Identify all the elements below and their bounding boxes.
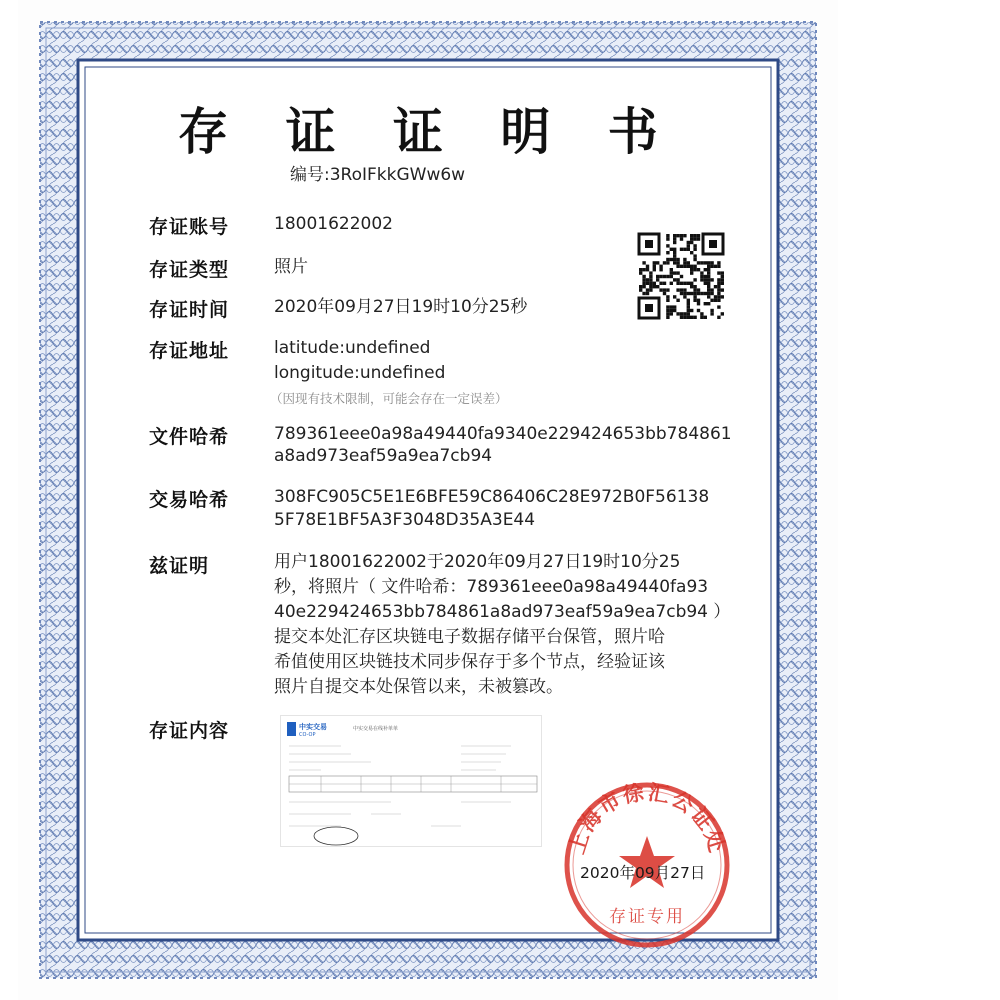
statement-line: 用户18001622002于2020年09月27日19时10分25 [274,552,681,572]
account-value: 18001622002 [274,214,393,234]
content-thumbnail [280,715,542,847]
type-label: 存证类型 [149,259,230,281]
location-note: （因现有技术限制，可能会存在一定误差） [270,391,508,406]
serial-number [290,160,465,185]
statement-line: 希值使用区块链技术同步保存于多个节点，经验证该 [274,652,665,672]
certificate [18,0,838,1000]
tx-hash-label: 交易哈希 [149,489,230,511]
file-hash-line2: a8ad973eaf59a9ea7cb94 [274,446,493,466]
seal-bottom-text: 存证专用 [609,907,685,927]
seal-org-text: 上海市徐汇公证处 [563,780,731,857]
thumb-brand-sub: CO-OP [299,732,316,738]
statement-line: 秒，将照片（ 文件哈希：789361eee0a98a49440fa93 [274,577,709,597]
time-label: 存证时间 [149,299,230,321]
statement-line: 提交本处汇存区块链电子数据存储平台保管，照片哈 [274,627,665,647]
content-label: 存证内容 [149,720,230,742]
file-hash-line1: 789361eee0a98a49440fa9340e229424653bb784861 [274,424,732,444]
page-title: 存 证 证 明 书 [178,103,678,161]
thumb-heading: 中实交易在线补单单 [353,726,399,732]
location-label: 存证地址 [149,340,230,362]
statement-label: 兹证明 [149,555,210,577]
qr-code-icon [636,231,726,321]
serial-label: 编号: [290,165,330,185]
time-value: 2020年09月27日19时10分25秒 [274,297,528,317]
tx-hash-line1: 308FC905C5E1E6BFE59C86406C28E972B0F56138 [274,487,710,507]
type-value: 照片 [274,257,308,277]
seal-date: 2020年09月27日 [580,864,706,882]
longitude-value: longitude:undefined [274,363,446,383]
tx-hash-line2: 5F78E1BF5A3F3048D35A3E44 [274,510,536,530]
thumb-brand: 中实交易 [299,723,327,731]
account-label: 存证账号 [149,216,230,238]
statement-line: 40e229424653bb784861a8ad973eaf59a9ea7cb94 ） [274,602,731,622]
serial-value: 3RoIFkkGWw6w [329,165,466,185]
statement-line: 照片自提交本处保管以来，未被篡改。 [274,677,563,697]
file-hash-label: 文件哈希 [149,426,230,448]
latitude-value: latitude:undefined [274,338,431,358]
